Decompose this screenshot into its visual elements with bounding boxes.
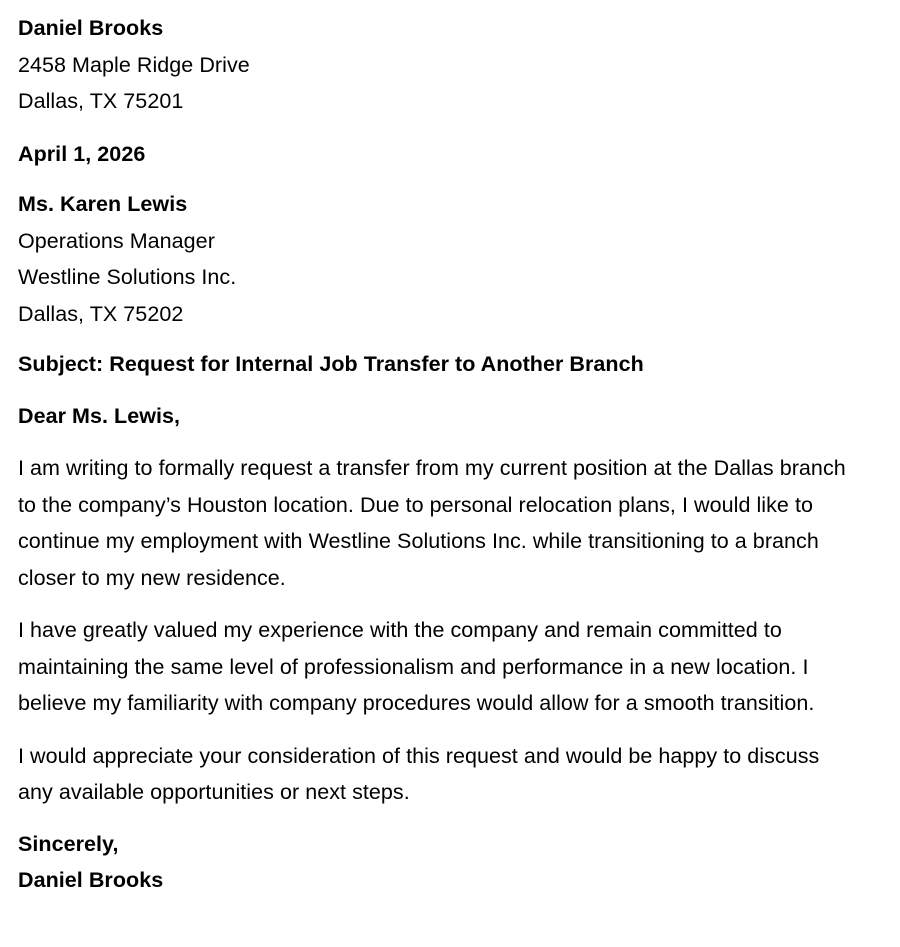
sender-name: Daniel Brooks bbox=[18, 16, 164, 40]
valediction: Sincerely, bbox=[18, 831, 119, 856]
letter-date: April 1, 2026 bbox=[18, 141, 146, 166]
sender-city-state-zip: Dallas, TX 75201 bbox=[18, 89, 184, 113]
date-block bbox=[18, 136, 848, 173]
recipient-city-state-zip: Dallas, TX 75202 bbox=[18, 301, 184, 326]
sender-street: 2458 Maple Ridge Drive bbox=[18, 52, 250, 77]
body-paragraph: I would appreciate your consideration of this request and would be happy to discuss any available opportunities or next steps. bbox=[18, 743, 820, 804]
salutation: Dear Ms. Lewis, bbox=[18, 403, 181, 428]
subject-line: Subject: Request for Internal Job Transfer to Another Branch bbox=[18, 352, 644, 376]
salutation-block bbox=[18, 398, 848, 435]
sender-address-block bbox=[18, 10, 848, 120]
body-paragraph: I have greatly valued my experience with the company and remain committed to maintaining the same level of professionalism and performance in a new location. I believe my familiarity with company procedures would allow for a smooth transition. bbox=[18, 618, 815, 715]
recipient-title: Operations Manager bbox=[18, 228, 215, 253]
closing-block bbox=[18, 826, 848, 899]
body-paragraph-3-block bbox=[18, 738, 848, 811]
recipient-name: Ms. Karen Lewis bbox=[18, 192, 188, 216]
recipient-address-block bbox=[18, 186, 848, 332]
body-paragraph-2-block bbox=[18, 612, 848, 722]
subject-block bbox=[18, 346, 848, 383]
recipient-company: Westline Solutions Inc. bbox=[18, 265, 237, 289]
body-paragraph: I am writing to formally request a transfer from my current position at the Dallas branch to the company’s Houston location. Due to personal relocation plans, I would like to continue my employment with Westline Solutions Inc. while transitioning to a branch closer to my new residence. bbox=[18, 456, 846, 590]
signature-name: Daniel Brooks bbox=[18, 868, 164, 892]
body-paragraph-1-block bbox=[18, 450, 848, 596]
